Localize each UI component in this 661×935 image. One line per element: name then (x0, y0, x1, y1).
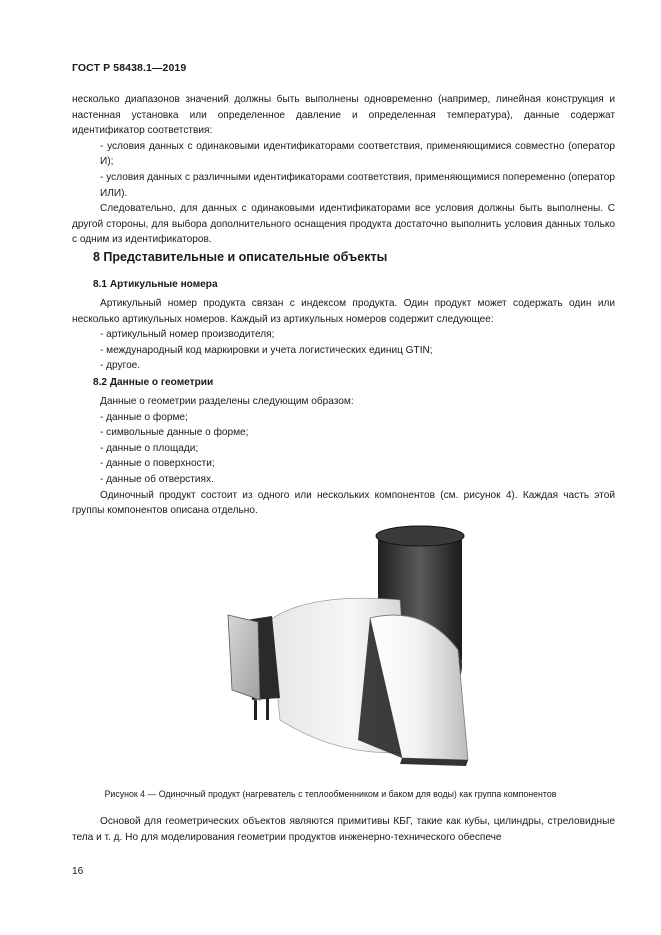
subsection-8-1-body (72, 296, 615, 374)
water-tank-lid (376, 526, 464, 546)
condition-item-or: - условия данных с различными идентификаторами соответствия, применяющимися попеременно (оператор ИЛИ). (100, 171, 615, 199)
list-item: - другое. (100, 358, 615, 374)
closing-paragraph: Основой для геометрических объектов являются примитивы КБГ, такие как кубы, цилиндры, стреловидные тела и т. д. Но для моделирования геометрии продуктов инженерно-технического обеспече (72, 816, 615, 843)
geometry-list (72, 410, 615, 488)
components-paragraph: Одиночный продукт состоит из одного или нескольких компонентов (см. рисунок 4). Каждая часть этой группы компонентов описана отдельно. (72, 489, 615, 517)
list-item: - артикульный номер производителя; (100, 327, 615, 343)
list-item: - данные о форме; (100, 410, 615, 426)
article-number-paragraph: Артикульный номер продукта связан с индексом продукта. Один продукт может содержать один или несколько артикульных номеров. Каждый из артикульных номеров содержит следующее: (72, 298, 615, 325)
list-item: - символьные данные о форме; (100, 425, 615, 441)
section-8-title: 8 Представительные и описательные объекты (93, 250, 388, 264)
intro-block (72, 92, 615, 248)
closing-block (72, 814, 615, 845)
conclusion-paragraph: Следовательно, для данных с одинаковыми идентификаторами все условия должны быть выполнены. С другой стороны, для выбора дополнительного оснащения продукта достаточно выполнить условия данных только с одним из идентификаторов. (72, 203, 615, 246)
list-item: - данные о площади; (100, 441, 615, 457)
article-number-list (72, 327, 615, 374)
support-leg (266, 698, 269, 720)
subsection-8-1-title: 8.1 Артикульные номера (93, 279, 218, 290)
standard-header: ГОСТ Р 58438.1—2019 (72, 62, 187, 74)
heater-drawing (210, 520, 490, 770)
list-item: - международный код маркировки и учета логистических единиц GTIN; (100, 343, 615, 359)
figure-4-caption: Рисунок 4 — Одиночный продукт (нагреватель с теплообменником и баком для воды) как группа компонентов (104, 789, 557, 799)
geometry-paragraph: Данные о геометрии разделены следующим образом: (100, 396, 354, 407)
figure-4-heater-illustration (210, 520, 490, 770)
intro-paragraph: несколько диапазонов значений должны быть выполнены одновременно (например, линейная конструкция и настенная установка или определенное давление и определенная температура), данные содержат идентификатор соответствия: (72, 94, 615, 137)
subsection-8-2-body (72, 394, 615, 519)
list-item: - данные об отверстиях. (100, 472, 615, 488)
subsection-8-2-title: 8.2 Данные о геометрии (93, 377, 214, 388)
support-leg (254, 700, 257, 720)
list-item: - данные о поверхности; (100, 456, 615, 472)
condition-item-and: - условия данных с одинаковыми идентификаторами соответствия, применяющимися совместно (оператор И); (100, 140, 615, 168)
page-number: 16 (72, 866, 84, 877)
side-panel (228, 615, 260, 700)
